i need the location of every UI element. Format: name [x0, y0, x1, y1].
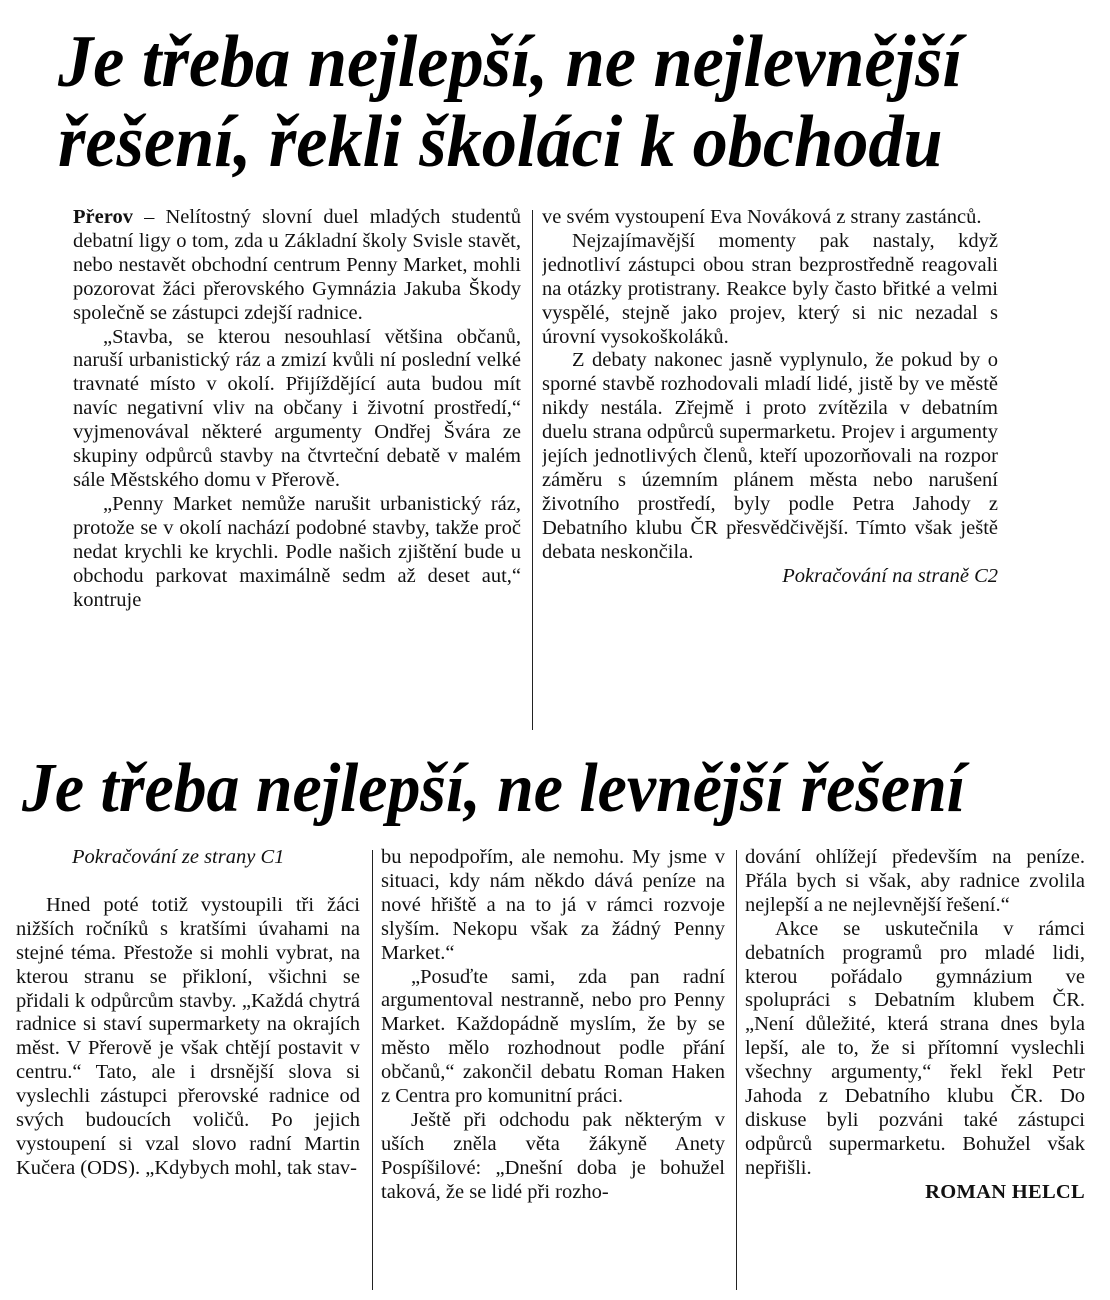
article2-paragraph-2: bu nepodpořím, ale nemohu. My jsme v situaci, kdy nám někdo dává peníze na nové hřiště a na to já v rámci rozvoje slyším. Nekopu však za žádný Penny Market.“: [381, 846, 725, 964]
article2-column-1: [16, 846, 360, 1292]
article2-headline: Je třeba nejlepší, ne levnější řešení: [22, 750, 966, 827]
continued-on-note: Pokračování na straně C2: [782, 564, 998, 587]
author-byline: ROMAN HELCL: [925, 1180, 1085, 1203]
continued-from-note: Pokračování ze strany C1: [72, 846, 285, 868]
article2-column-3: [745, 846, 1085, 1292]
article1-paragraph-1: [73, 206, 521, 326]
article2-column-2: [381, 846, 725, 1292]
article1-paragraph-3: „Penny Market nemůže narušit urbanistický ráz, protože se v okolí nachází podobné stavby, takže proč nedat krychli ke krychli. Podle našich zjištění bude u obchodu parkovat maximálně sedm až deset aut,“ kontruje: [73, 492, 521, 611]
article1-column-1: [73, 206, 521, 731]
article2-paragraph-1: Hned poté totiž vystoupili tři žáci nižších ročníků s kratšími úvahami na stejné téma. Přestože si mohli vybrat, na kterou stranu se přikloní, všichni se přidali k odpůrcům stavby. „Každá chytrá radnice si staví supermarkety na okrajích měst. V Přerově je však chtějí postavit v centru.“ Tato, ale i drsnější slova si vyslechli zástupci přerovské radnice od svých budoucích voličů. Po jejich vystoupení si vzal slovo radní Martin Kučera (ODS). „Kdybych mohl, tak stav-: [16, 893, 360, 1179]
article2-paragraph-4: Ještě při odchodu pak některým v uších zněla věta žákyně Anety Pospíšilové: „Dnešní doba je bohužel taková, že se lidé při rozho-: [381, 1108, 725, 1203]
article2-paragraph-6: Akce se uskutečnila v rámci debatních programů pro mladé lidi, kterou pořádalo gymnázium ve spolupráci s Debatním klubem ČR. „Není důležité, která strana dnes byla lepší, ale to, že si přítomní vyslechli všechny argumenty,“ řekl řekl Petr Jahoda z Debatního klubu ČR. Do diskuse byli pozváni také zástupci odpůrců supermarketu. Bohužel však nepřišli.: [745, 917, 1085, 1179]
column-divider: [532, 210, 533, 730]
article1-paragraph-4: ve svém vystoupení Eva Nováková z strany zastánců.: [542, 206, 982, 228]
article1-headline-line2: řešení, řekli školáci k obchodu: [58, 101, 943, 183]
column-divider: [736, 850, 737, 1290]
article1-headline: [58, 22, 962, 182]
article2-paragraph-5: dování ohlížejí především na peníze. Přála bych si však, aby radnice zvolila nejlepší a ne nejlevnější řešení.“: [745, 846, 1085, 916]
dateline: Přerov: [73, 206, 133, 228]
column-divider: [372, 850, 373, 1290]
article2-paragraph-3: „Posuďte sami, zda pan radní argumentoval nestranně, nebo pro Penny Market. Každopádně myslím, že by se město mělo rozhodnout podle přání občanů,“ zakončil debatu Roman Haken z Centra pro komunitní práci.: [381, 965, 725, 1108]
article1-column-2: [542, 206, 998, 731]
article1-paragraph-1-text: – Nelítostný slovní duel mladých studentů debatní ligy o tom, zda u Základní školy Svisle stavět, nebo nestavět obchodní centrum Penny Market, mohli pozorovat žáci přerovského Gymnázia Jakuba Škody společně se zástupci zdejší radnice.: [73, 206, 521, 324]
article1-paragraph-2: „Stavba, se kterou nesouhlasí většina občanů, naruší urbanistický ráz a zmizí kvůli ní poslední velké travnaté místo v okolí. Přijíždějící auta budou mít navíc negativní vliv na občany i životní prostředí,“ vyjmenovával některé argumenty Ondřej Švára ze skupiny odpůrců stavby na čtvrteční debatě v malém sále Městského domu v Přerově.: [73, 325, 521, 491]
article1-headline-line1: Je třeba nejlepší, ne nejlevnější: [58, 21, 963, 103]
article1-paragraph-5: Nejzajímavější momenty pak nastaly, když jednotliví zástupci obou stran bezprostředně reagovali na otázky protistrany. Reakce byly často břitké a velmi vyspělé, stejně jako projev, který si nic nezadal s úrovní vysokoškoláků.: [542, 229, 998, 348]
article1-paragraph-6: Z debaty nakonec jasně vyplynulo, že pokud by o sporné stavbě rozhodovali mladí lidé, jistě by ve městě nikdy nestála. Zřejmě i proto zvítězila v debatním duelu strana odpůrců supermarketu. Projev i argumenty jejích jednotlivých členů, kteří upozorňovali na rozpor záměru s územním plánem města nebo narušení životního prostředí, byly podle Petra Jahody z Debatního klubu ČR přesvědčivější. Tímto však ještě debata neskončila.: [542, 349, 998, 563]
